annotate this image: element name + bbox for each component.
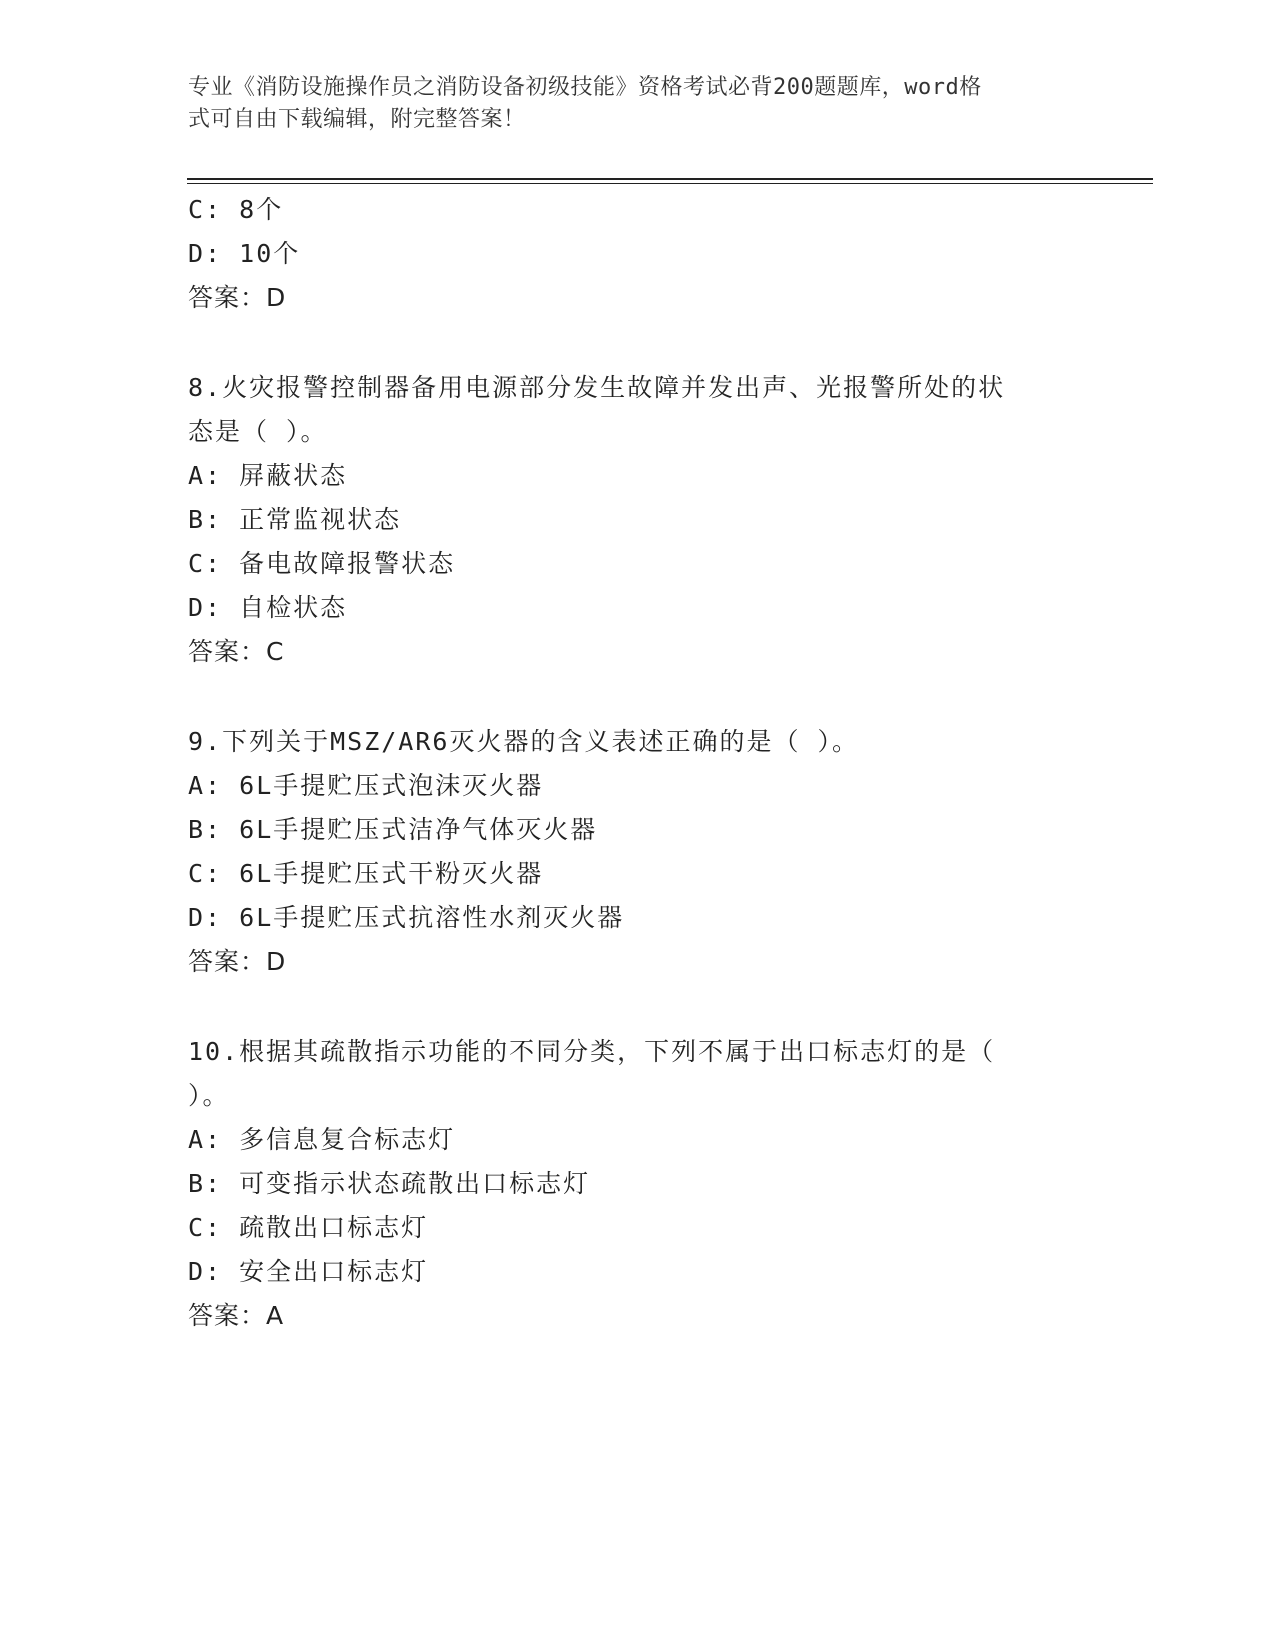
q9-option-b: B: 6L手提贮压式洁净气体灭火器: [188, 815, 598, 844]
q8-option-b: B: 正常监视状态: [188, 505, 402, 534]
q8-option-a: A: 屏蔽状态: [188, 461, 348, 490]
q8-answer: 答案：C: [188, 637, 285, 666]
q10-option-b: B: 可变指示状态疏散出口标志灯: [188, 1169, 591, 1198]
q9-option-a: A: 6L手提贮压式泡沫灭火器: [188, 771, 544, 800]
q10-stem-line-2: ）。: [188, 1081, 230, 1110]
header-line-1: 专业《消防设施操作员之消防设备初级技能》资格考试必背200题题库，word格: [188, 75, 982, 100]
q9-stem-line-1: 9.下列关于MSZ/AR6灭火器的含义表述正确的是（ ）。: [188, 727, 860, 756]
q8-option-d: D: 自检状态: [188, 593, 348, 622]
q10-stem-line-1: 10.根据其疏散指示功能的不同分类，下列不属于出口标志灯的是（: [188, 1037, 996, 1066]
q8-stem-line-1: 8.火灾报警控制器备用电源部分发生故障并发出声、光报警所处的状: [188, 373, 1006, 402]
q7-option-c: C: 8个: [188, 195, 284, 224]
q8-option-c: C: 备电故障报警状态: [188, 549, 456, 578]
header-divider-thick: [187, 178, 1153, 180]
q7-option-d: D: 10个: [188, 239, 301, 268]
document-header: [188, 72, 1068, 136]
q9-option-d: D: 6L手提贮压式抗溶性水剂灭火器: [188, 903, 625, 932]
header-line-2: 式可自由下载编辑，附完整答案！: [188, 107, 526, 132]
q7-answer: 答案：D: [188, 283, 287, 312]
q9-option-c: C: 6L手提贮压式干粉灭火器: [188, 859, 544, 888]
q10-option-c: C: 疏散出口标志灯: [188, 1213, 429, 1242]
q10-answer: 答案：A: [188, 1301, 285, 1330]
q8-stem-line-2: 态是（ ）。: [188, 417, 328, 446]
q9-answer: 答案：D: [188, 947, 287, 976]
q10-option-d: D: 安全出口标志灯: [188, 1257, 429, 1286]
header-divider-thin: [187, 183, 1153, 184]
q10-option-a: A: 多信息复合标志灯: [188, 1125, 456, 1154]
